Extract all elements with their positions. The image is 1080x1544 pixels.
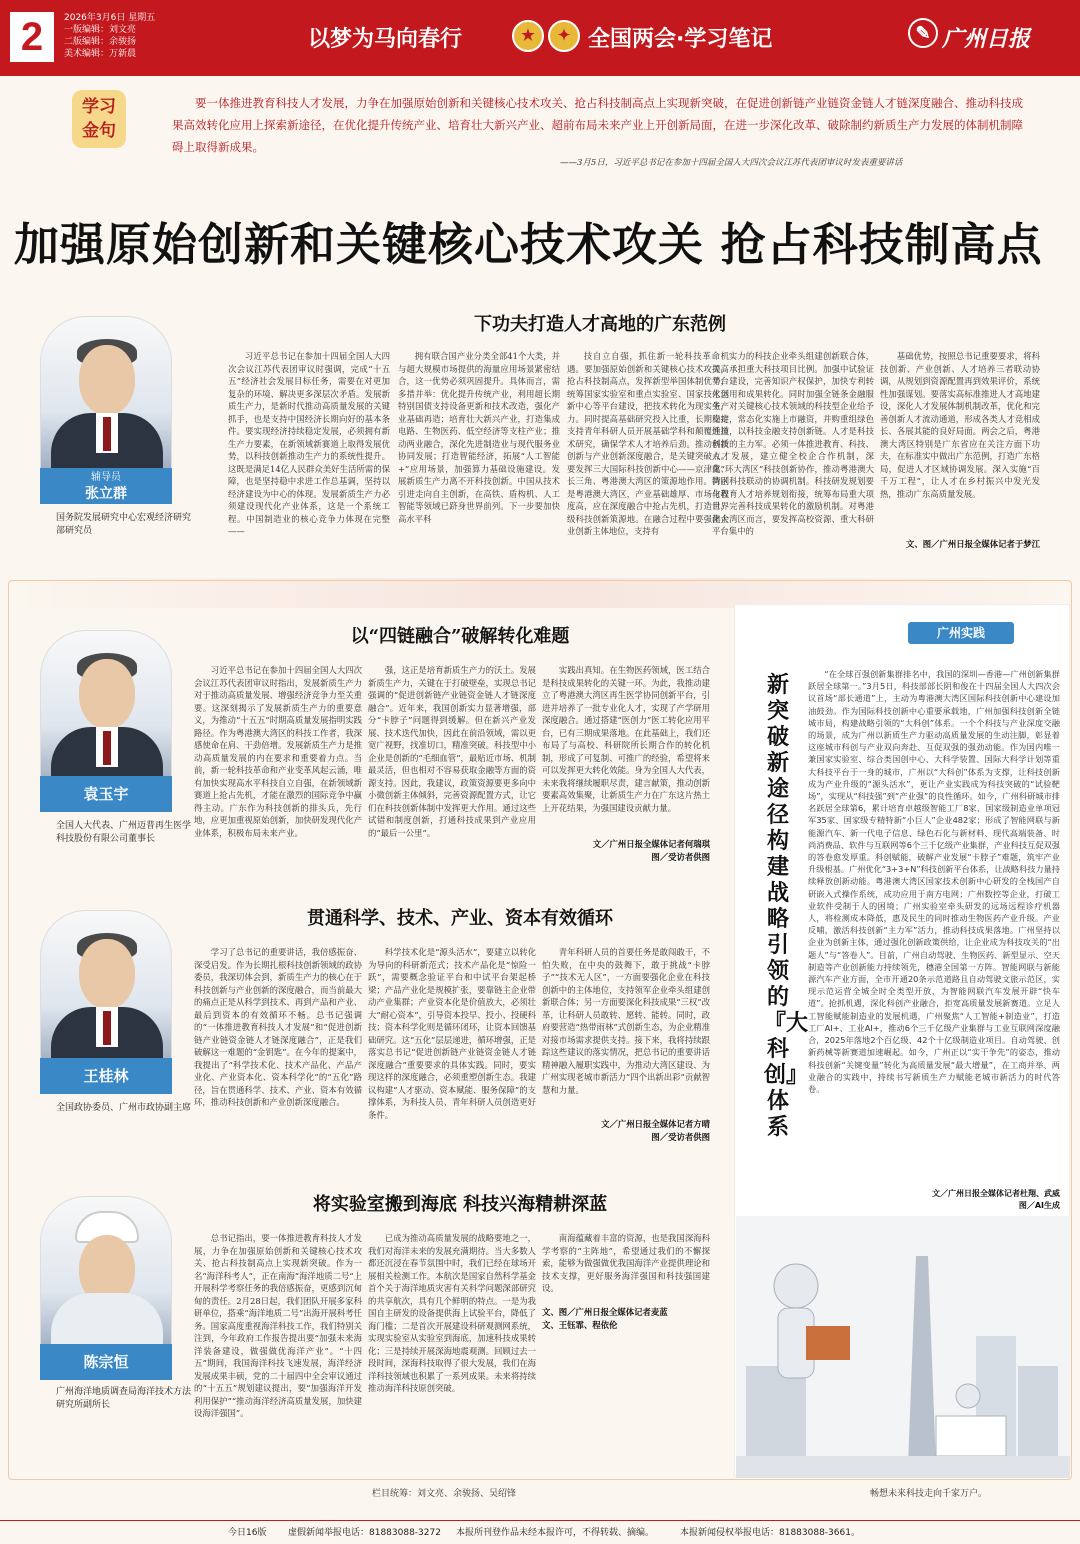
a3-byline-2: 图／受访者供图	[651, 1132, 710, 1142]
edition-editor-2: 二版编辑：余骏扬	[64, 37, 137, 47]
a4-col-2: 已成为推动高质量发展的战略要地之一，我们对海洋未来的发展充满期待。当大多数人都还沉浸在春节氛围中时，我们已经在球场开展相关检测工作。本航次是国家自然科学基金首个关于海洋地质灾害有关科学问题深部研究的共享航次，具有几个鲜明的特点。一是为我国自主研发的设备提供海上试验平台，降低了海门槛；二是首次开展建设科研观测网系统，实现实验室从实验室到海底，加速科技成果转化；三是持续开展深海地震观测。回顾过去一段时间，深海科技取得了很大发展，我们在海洋科技领域也积累了一系列成果。未来将持续推动海洋科技原创突破。	[368, 1233, 536, 1393]
namebox-yuan	[40, 776, 172, 812]
article-2-title: 以“四链融合”破解转化难题	[350, 626, 570, 647]
badge-line-2: 金句	[82, 121, 116, 141]
gz-byline	[808, 1188, 1060, 1212]
paper-logo-icon: ✎	[908, 18, 938, 48]
a4-col-1: 总书记指出，要一体推进教育科技人才发展，力争在加强原始创新和关键核心技术攻关、抢占科技制高点上实现新突破。作为一名“海洋科考人”，正在南海“海洋地质二号”上开展科学考察任务的我倍感振奋，更感到沉甸甸的责任。2月28日起，我们团队开展多家科研单位，搭乘“海洋地质二号”出海开展科考任务。国家高度重视海洋科技工作，我们特别关注到，今年政府工作报告提出要“加强未来海洋装备建设，做强做优海洋产业”。“十四五”期间，我国海洋科技飞速发展，海洋经济发展成果丰硕，党的二十届四中全会审议通过的“十五五”规划建议提出，要“加强海洋开发利用保护”“推动海洋经济高质量发展，加快建设海洋强国”。	[194, 1233, 362, 1418]
a3-col-1: 学习了总书记的重要讲话，我倍感振奋、深受启发。作为长期扎根科技创新领域的政协委员，我深切体会到，新质生产力的核心在于科技创新与产业创新的深度融合，而当前最大的痛点正是从科学到技术、再到产品和产业、最后到资本的有效循环不畅。总书记强调的“一体推进教育科技人才发展”和“促进创新链产业链资金链人才链深度融合”，正是我们破解这一难题的“金钥匙”。在今年的提案中，我提出了“科学技术化、技术产品化、产品产业化、产业资本化、资本科学化”的“五化”路径，旨在贯通科学、技术、产业、资本有效循环，推动科技创新和产业创新深度融合。	[194, 947, 362, 1107]
footer-pages: 今日16版	[228, 1528, 267, 1538]
a1-col-4: 实力的科技企业牵头组建创新联合体，提高承担重大科技项目比例。加强中试验证平台建设，完善知识产权保护，加快专利转化运用和成果转化。同时加强全链条金融服务，对关键核心技术领域的科技型企业给予支持，常态化实施上市融资，并购重组绿色通道，以科技金融支持创新链。人才是科技创新的主力军。必须一体推进教育、科技、人才发展，建立健全校企合作机制，深化“环大湾区”科技创新协作，推动粤港澳大湾区科技联动的协调机制。科技研发规划要与教育人才培养规划衔接，统筹布局重大项目，完善科技成果转化的激励机制。对粤港澳大湾区而言，要发挥高校资源、重大科研平台集中的	[712, 351, 874, 536]
art-caption: 畅想未来科技走向千家万户。	[870, 1489, 988, 1499]
affiliation: 国务院发展研究中心宏观经济研究部研究员	[56, 513, 192, 536]
edition-art-editor: 美术编辑：万新晨	[64, 49, 137, 59]
page-number: 2	[10, 12, 54, 62]
a1-col-5: 基础优势，按照总书记重要要求，将科技创新、产业创新、人才培养三者联动协调，从规划到资源配置再到效果评价，系统性加强谋划。要落实高标准推进人才高地建设，深化人才发展体制机制改革，优化和完善创新人才流动通道，形成各类人才竞相成长、各展其能的良好局面。两会之后，粤港澳大湾区特别是广东省应在关注方面下功夫，在标准实中做出广东范例，打造广东格局，促进人才区域协调发展。深入实施“百千万工程”，让人才在乡村振兴中发光发热，推动广东高质量发展。	[880, 351, 1040, 499]
namebox-chen	[40, 1344, 172, 1380]
gz-tag: 广州实践	[908, 622, 1014, 644]
cppcc-emblem-icon: ✦	[548, 20, 580, 52]
face-shape	[79, 939, 135, 1009]
page-footer	[0, 1520, 1080, 1544]
namebox-zhang	[40, 468, 172, 504]
face-shape	[79, 345, 135, 415]
affiliation: 全国政协委员、广州市政协副主席	[56, 1103, 192, 1113]
gz-title: 新突破新途径 构建战略引领的『大科创』体系	[764, 672, 809, 1140]
face-shape	[79, 659, 135, 729]
section-title: 全国两会·学习笔记	[588, 27, 773, 52]
a1-byline: 文、图／广州日报全媒体记者于梦江	[906, 539, 1040, 549]
affiliation: 广州海洋地质调查局海洋技术方法研究所副所长	[56, 1387, 192, 1410]
gz-body: “在全球百强创新集群排名中，我国的深圳—香港—广州创新集群跃居全球第一。”3月5日，科技部部长阴和俊在十四届全国人大四次会议首场“部长通道”上，主动为粤港澳大湾区国际科技创新中心建设加油鼓劲。作为国际科技创新中心重要承载地，广州加强科技创新全链城市局，构建战略引领的“大科创”体系。一个个科技与产业深度交融的场景，成为广州以新质生产力驱动高质量发展的生动注脚，彰显着这座城市科创与产业双向奔赴、互促双强的强劲动能。作为国内唯一兼国家实验室、综合类国创中心、大科学装置、国际大科学计划等重大科技平台于一身的城市，广州以“大科创”体系为支撑，让科技创新成为产业升级的“源头活水”，更让产业实践成为科技突破的“试验靶场”，实现从“科技强”到“产业强”的良性循环。如今，广州科研城市排名跃居全球第6，累计培育卓越级智能工厂8家、国家级制造业单项冠军35家、国家级专精特新“小巨人”企业482家；形成了智能网联与新能源汽车、新一代电子信息、绿色石化与新材料、现代高端装备、时尚消费品、软件与互联网等6个三千亿级产业集群，产业科技互促双强的答卷愈发厚重。科创赋能，破解产业发展“卡脖子”难题，筑牢产业升级根基。广州优化“3+3+N”科技创新平台体系，让战略科技力量持续释放创新动能。粤港澳大湾区国家技术创新中心研发的全栈国产自研嵌入式操作系统，成功应用于南方电网；广州数控等企业，打破工业软件受制于人的困境；广州实验室牵头研发的远场远程诊疗机器人，将检测成本降低，惠及民生的同时推动生物医药产业升级。产业反哺，激活科技创新“主力军”活力，推动科技成果落地。广州坚持以企业为创新主体，通过强化创新政策供给，让企业成为科技攻关的“出题人”与“答卷人”。目前，广州自动驾驶、生物医药、新型显示、空天制造等产业创新能力持续领先，穗港全国第一方阵。智能网联与新能源汽车产业方面，全市开通20条示范道路且自动驾驶文旅示范区，实现示范运营全城全时全类型开放，为智能网联汽车发展开辟“快车道”。抢抓机遇，深化科创产业融合，拒宽高质量发展新赛道。立足人工智能赋能制造业的发展机遇，广州聚焦“人工智能+制造业”，打造工厂AI+、工业AI+，推动6个三千亿级产业集群与工业互联网深度融合，2025年落地2个百亿级、42个十亿级制造业项目。自动驾驶、创新药械等新赛道加速崛起。如今，广州正以“实干争先”的姿态，推动科技创新“关键变量”转化为高质量发展“最大增量”，在工商并举、两业融合的实践中，持续书写新质生产力赋能老城市新活力的时代答卷。	[808, 669, 1060, 1094]
portrait-chen	[40, 1196, 172, 1356]
affiliation: 全国人大代表、广州迈普再生医学科技股份有限公司董事长	[56, 821, 192, 844]
edition-editor-1: 一版编辑：刘文亮	[64, 25, 137, 35]
article-4-title: 将实验室搬到海底 科技兴海精耕深蓝	[312, 1194, 608, 1215]
a2-col-1: 习近平总书记在参加十四届全国人大四次会议江苏代表团审议时指出，发展新质生产力对于推动高质量发展、增强经济竞争力至关重要。这深刻揭示了发展新质生产力的重要意义，为推动“十五五”时期高质量发展指明实践路径。作为粤港澳大湾区的科技工作者，我深感使命在肩、干劲倍增。发展新质生产力是推动高质量发展的内在要求和重要着力点。当前，新一轮科技革命和产业变革风起云涌，唯有加快实现高水平科技自立自强，在新领域新赛道上抢占先机，才能在激烈的国际竞争中赢得主动。广东作为科技创新的排头兵，先行地，应更加重视原始创新，加快研发现代化产业体系，积极布局未来产业。	[194, 665, 362, 838]
a2-byline-1: 文／广州日报全媒体记者何瑞琪	[592, 839, 710, 849]
masthead-band	[0, 0, 1080, 76]
gz-byline-1: 文／广州日报全媒体记者杜翔、武威	[932, 1189, 1060, 1198]
person-name: 陈宗恒	[83, 1353, 129, 1371]
page-headline: 加强原始创新和关键核心技术攻关 抢占科技制高点	[14, 218, 1043, 271]
quote-source: ——3月5日，习近平总书记在参加十四届全国人大四次会议江苏代表团审议时发表重要讲话	[560, 158, 903, 168]
a3-col-2: 科学技术化是“源头活水”，要建立以转化为导向的科研新范式；技术产品化是“惊险一跃”，需要概念验证平台和中试平台架起桥梁；产品产业化是规模扩张，要靠链主企业带动产业集群；产业资本化是价值放大，必须壮大“耐心资本”，引导资本投早、投小、投硬科技；资本科学化则是循环闭环，让资本回馈基础研究。这“五化”层层递进，循环增强，正是落实总书记“促进创新链产业链资金链人才链深度融合”重要要求的具体实践。同时，要实现这样的深度融合，必须重塑创新生态。我建议构建“人才驱动、资本赋能、服务保障”的支撑体系，为科技人员、青年科研人员创造更好条件。	[368, 947, 536, 1120]
paper-name: 广州日报	[942, 26, 1031, 52]
a1-col-3: 技自立自强，抓住新一轮科技革命机遇。要加强原始创新和关键核心技术攻关，抢占科技制高点，发挥新型举国体制优势，统筹国家实验室和重点实验室、国家技术创新中心等平台建设，把技术转化为现实生产力。同时提高基础研究投入比重，长期稳定支持青年科研人员开展基础学科和颠覆性技术研究，确保学术人才培养后劲。推动科技创新与产业创新深度融合，是关键突破点。要发挥三大国际科技创新中心——京津冀、长三角、粤港澳大湾区的策源地作用。特别是粤港澳大湾区，产业基础雄厚、市场化程度高，应在深度融合中抢占先机，打造世界级科技创新策源地。在融合过程中要强化企业创新主体地位，支持有	[567, 351, 729, 536]
editors-caption: 栏目统筹：刘文亮、余骏扬、吴绍锋	[372, 1489, 517, 1499]
a3-col-3: 青年科研人员的首要任务是敢闯敢干，不怕失败，在中央的鼓舞下，敢于挑战“卡脖子”“技术无人区”，一方面要强化企业在科技创新中的主体地位，支持领军企业牵头组建创新联合体；另一方面要深化科技成果“三权”改革，让科研人员敢转、愿转、能转。同时，政府要营造“热带雨林”式创新生态，为企业精准对接市场需求提供支持。接下来，我将持续跟踪这些建议的落实情况，把总书记的重要讲话精神融入履职实践中，为推动大湾区建设、为广州实现老城市新活力“四个出新出彩”贡献智慧和力量。	[542, 947, 710, 1095]
a1-col-1: 习近平总书记在参加十四届全国人大四次会议江苏代表团审议时强调，完成“十五五”经济社会发展目标任务，需要在对更加复杂的环境、解决更多深层次矛盾。发展新质生产力，是新时代推动高质量发展的关键抓手，也是支持中国经济长期向好的基本条件。要实现经济持续稳定发展，必须拥有新生产力要素，在新领域新赛道上取得发展优势，以科技创新推动生产力的系统性提升。这既是满足14亿人民群众美好生活所需的保障，也是坚持稳中求进工作总基调，坚持以经济建设为中心的体现。发展新质生产力必须建设现代化产业体系，这是一个系统工程。中国制造业的核心竞争力体现在完整——	[228, 351, 390, 536]
edition-info	[64, 12, 155, 60]
footer-infringement: 本报新闻侵权举报电话：81883088-3661。	[680, 1528, 860, 1538]
key-quote: 要一体推进教育科技人才发展，力争在加强原始创新和关键核心技术攻关、抢占科技制高点上实现新突破，在促进创新链产业链资金链人才链深度融合、推动科技成果高效转化应用上探索新途径，在优化提升传统产业、培育壮大新兴产业、超前布局未来产业上开创新局面，在进一步深化改革、破除制约新质生产力发展的体制机制障碍上取得新成果。	[172, 96, 1023, 154]
footer-copyright: 本报所刊登作品未经本报许可，不得转载、摘编。	[456, 1528, 655, 1538]
tie-shape	[103, 1011, 111, 1045]
person-name: 张立群	[85, 486, 127, 502]
namebox-wang	[40, 1058, 172, 1094]
person-name: 袁玉宇	[83, 785, 129, 803]
portrait-wang	[40, 910, 172, 1070]
portrait-yuan	[40, 630, 172, 790]
a4-byline-1: 文、图／广州日报全媒体记者麦蓝	[542, 1307, 668, 1317]
portrait-zhang	[40, 316, 172, 476]
tie-shape	[103, 731, 111, 765]
a3-byline-1: 文／广州日报全媒体记者方晴	[601, 1119, 710, 1129]
gz-byline-2: 图／AI生成	[1018, 1201, 1060, 1210]
edition-date: 2026年3月6日 星期五	[64, 13, 156, 23]
a4-col-3: 南海蕴藏着丰富的资源，也是我国深海科学考察的“主阵地”，希望通过我们的不懈探索，能够为做强做优我国海洋产业提供理论和技术支撑，更好服务海洋强国和科技强国建设。	[542, 1233, 710, 1293]
footer-hotline: 虚假新闻举报电话：81883088-3272	[288, 1528, 441, 1538]
study-badge	[72, 90, 126, 148]
national-emblem-icon: ★	[512, 20, 544, 52]
robot-city-illustration	[736, 1216, 1070, 1478]
a4-byline-2: 文、王钰霏、程依伦	[542, 1320, 618, 1330]
slogan: 以梦为马向春行	[308, 27, 463, 52]
a1-col-2: 拥有联合国产业分类全部41个大类，并与超大规模市场提供的海量应用场景紧密结合，这一优势必须巩固提升。具体而言，需多措并举：优化提升传统产业，利用超长期特别国债支持设备更新和技术改造，强化产业基础再造；培育壮大新兴产业，打造集成电路、生物医药、低空经济等支柱产业；推动两业融合，深化先进制造业与现代服务业协同发展；打造智能经济，拓展“人工智能+”应用场景，加强算力基础设施建设。发展新质生产力离不开科技创新。中国从技术引进走向自主创新，在高铁、盾构机、人工智能等领域已跻身世界前列。下一步要加快高水平科	[398, 351, 560, 524]
article-1-title: 下功夫打造人才高地的广东范例	[474, 314, 726, 335]
a2-col-2: 强，这正是培育新质生产力的沃土。发展新质生产力，关键在于打破壁垒，实现总书记强调的“促进创新链产业链资金链人才链深度融合”。近年来，我国创新实力显著增强，部分“卡脖子”问题得到缓解。但在新兴产业发展、技术迭代加快，因此在前沿领域，需以更宽广视野，找准切口，精准突破。科技型中小企业是创新的“毛细血管”，最贴近市场、机制最灵活，但也相对不容易获取金融等方面的资源支持。因此，我建议，政策资源要更多向中小微创新主体倾斜，完善资源配置方式，让它们在科技创新体制中发挥更大作用。通过这些试错和制度创新，打通科技成果到产业应用的“最后一公里”。	[368, 665, 536, 838]
article-3-title: 贯通科学、技术、产业、资本有效循环	[307, 908, 613, 929]
role-label: 辅导员	[91, 472, 121, 483]
ai-illustration	[736, 1216, 1070, 1478]
person-name: 王桂林	[83, 1067, 129, 1085]
tie-shape	[103, 417, 111, 451]
badge-line-1: 学习	[82, 97, 116, 117]
a2-col-3: 实践出真知。在生物医药领域，医工结合是科技成果转化的关键一环。为此，我推动建立了粤港澳大湾区再生医学协同创新平台，引进并培养了一批专业化人才，实现了产学研用深度融合。通过搭建“医创力”医工转化应用平台，已有三期成果落地。在此基础上，我们还布局了与高校、科研院所长期合作的转化机制，形成了可复制、可推广的经验，希望将来可以发挥更大转化效能。身为全国人大代表，未来我将继续履职尽责，建言献策，推动创新要素高效集聚，让新质生产力在广东这片热土上开花结果，为强国建设贡献力量。	[542, 665, 710, 813]
a2-byline-2: 图／受访者供图	[651, 852, 710, 862]
